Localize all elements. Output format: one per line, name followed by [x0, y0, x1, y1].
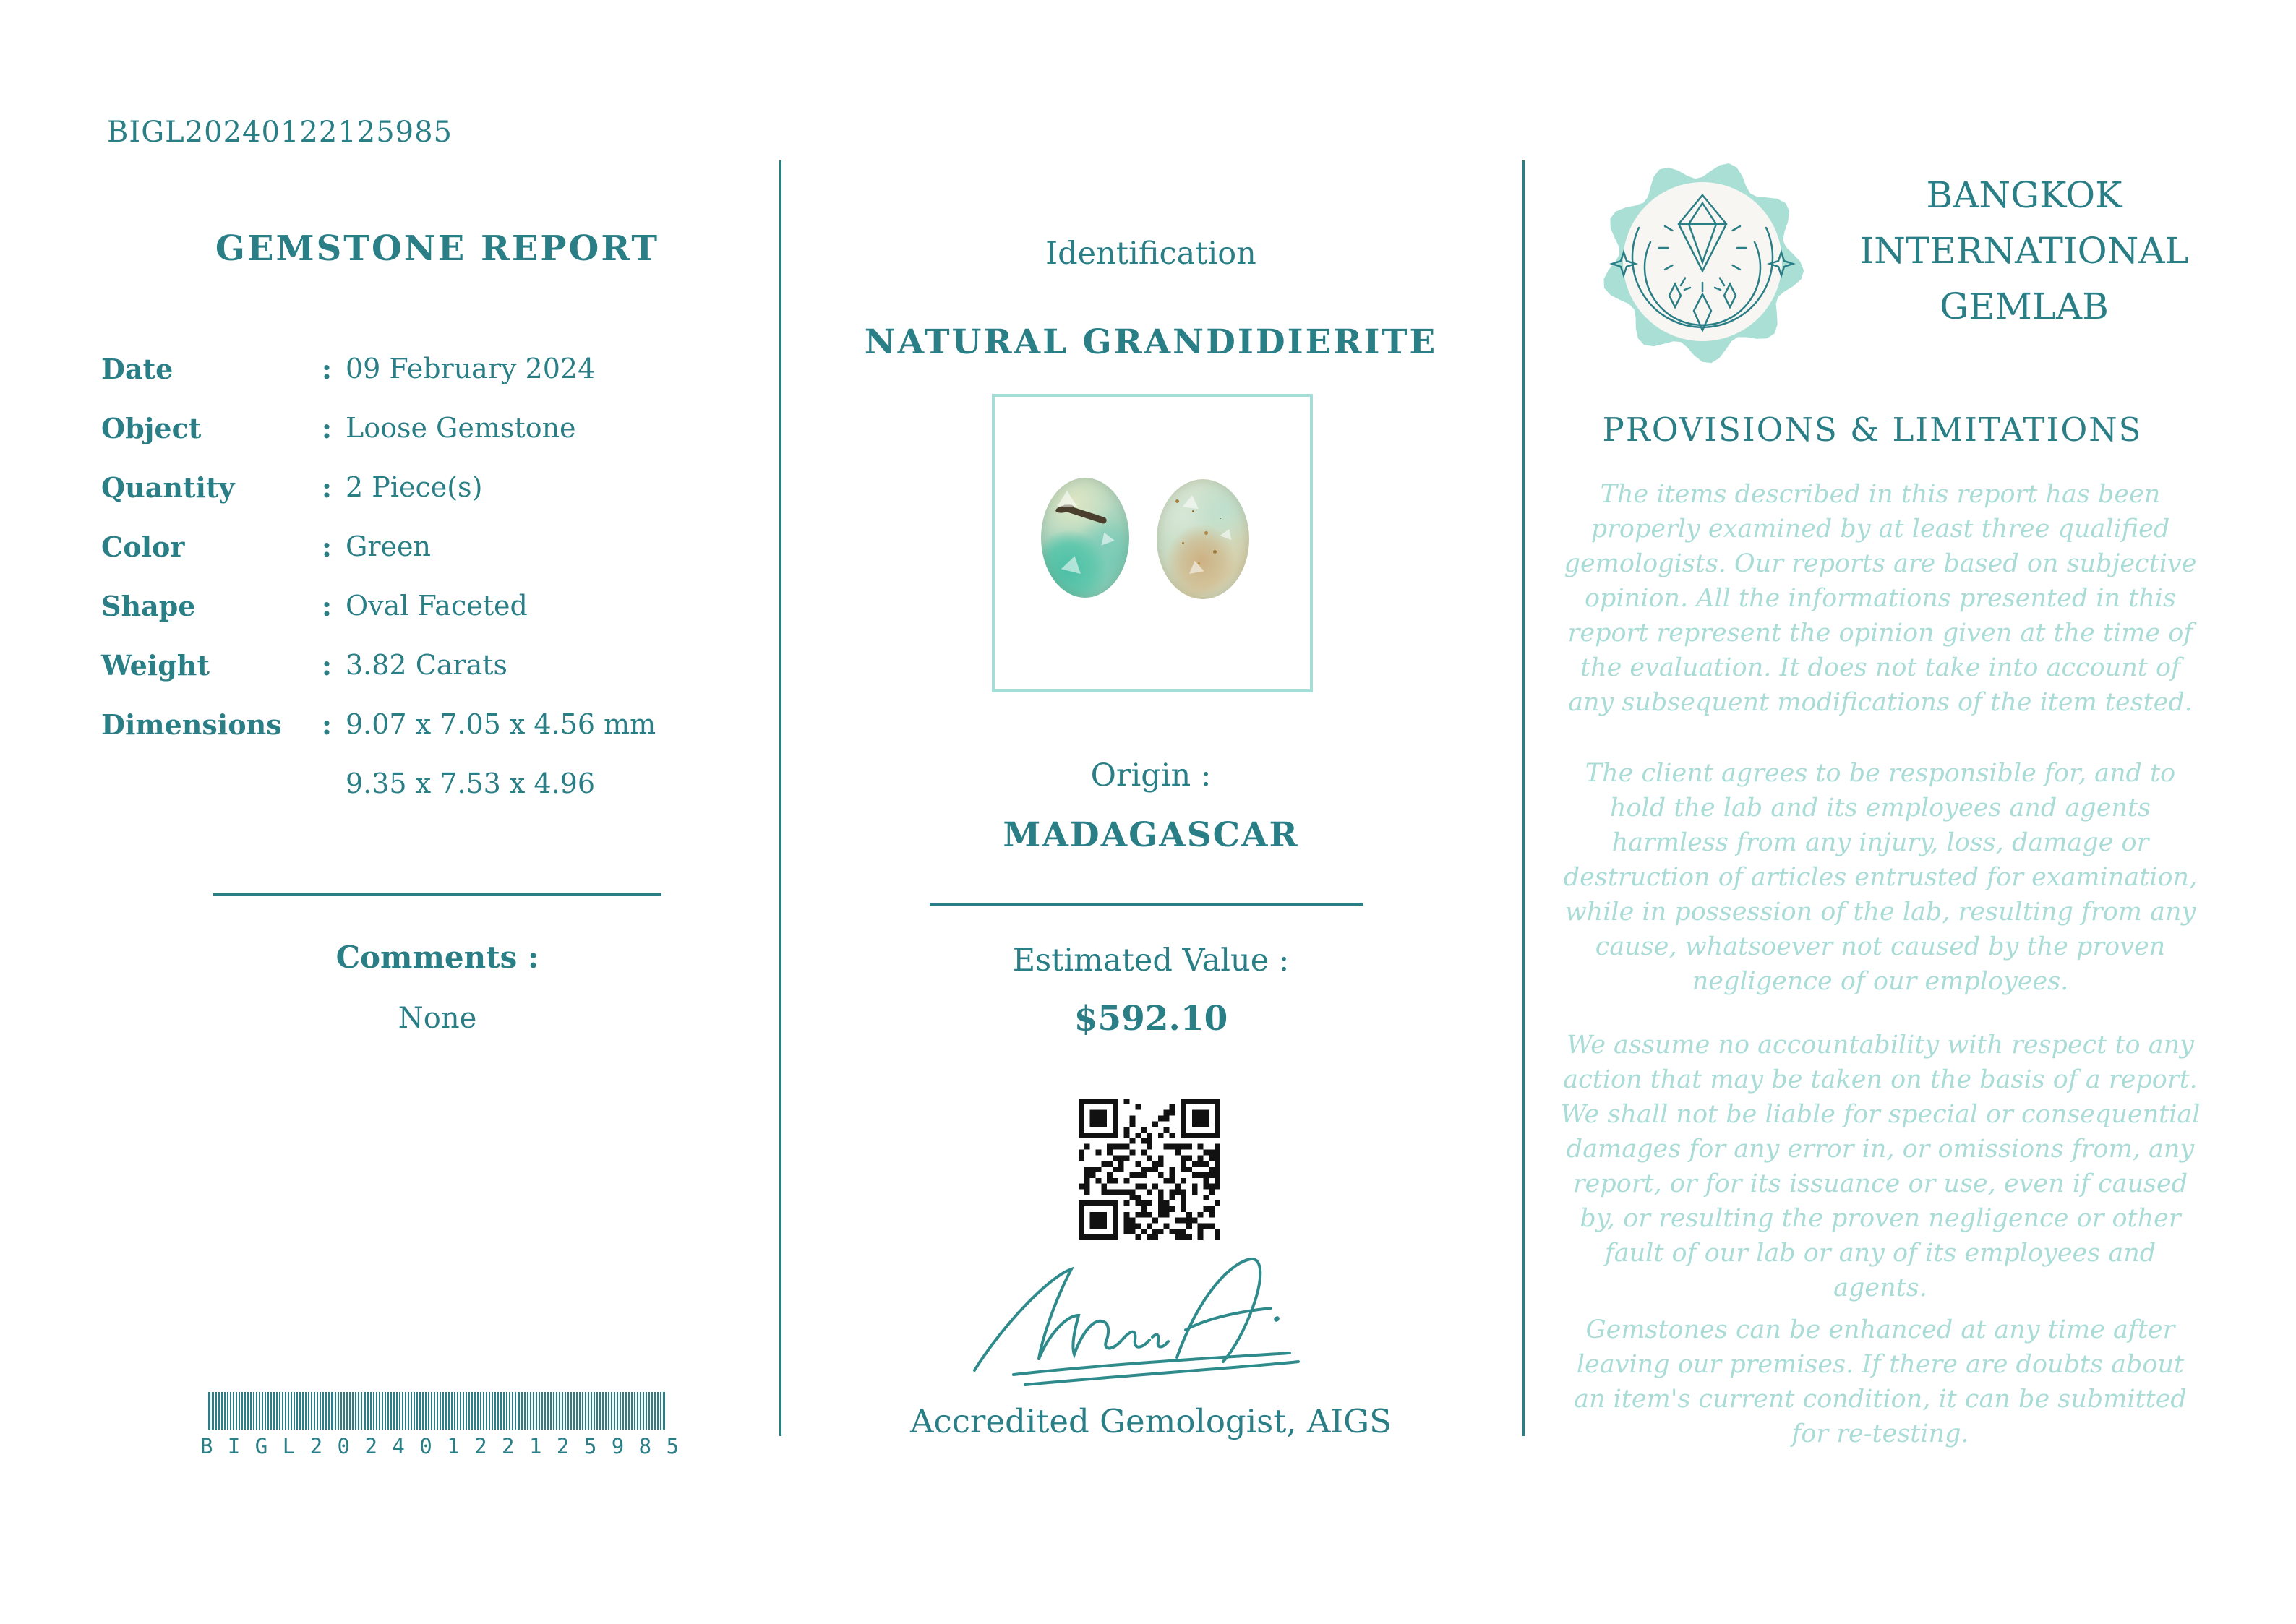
identification-result: NATURAL GRANDIDIERITE	[864, 322, 1438, 362]
facet-highlight	[1183, 494, 1201, 510]
lab-name-line3: GEMLAB	[1940, 285, 2109, 327]
comments-value: None	[398, 1002, 477, 1035]
signature-icon	[947, 1249, 1352, 1397]
gemstone-left	[1041, 478, 1129, 598]
report-number: BIGL20240122125985	[107, 116, 453, 149]
field-label: Object	[101, 412, 202, 444]
barcode	[208, 1392, 671, 1430]
field-colon: :	[322, 353, 333, 385]
field-value: 09 February 2024	[346, 353, 596, 384]
field-row-dimensions	[101, 708, 752, 752]
provision-paragraph: We assume no accountability with respect to any action that may be taken on the basis of a report. We shall not be liable for special or consequential damages for any error in, or omissions from, any report, or for its issuance or use, even if caused by, or resulting the proven negligence or other fault of our lab or any of its employees and agents.	[1560, 1031, 2201, 1302]
field-value: Loose Gemstone	[346, 412, 576, 444]
field-row-quantity	[101, 471, 752, 515]
qr-code	[1079, 1099, 1220, 1240]
estimated-value-amount: $592.10	[1074, 999, 1228, 1039]
field-colon: :	[322, 471, 333, 504]
comments-divider-line	[213, 893, 661, 896]
field-row-object	[101, 412, 752, 455]
gemologist-signature	[947, 1249, 1352, 1397]
field-value: 9.35 x 7.53 x 4.96	[346, 768, 596, 799]
lab-logo-icon	[1598, 155, 1807, 372]
field-row-date	[101, 353, 752, 396]
gemstone-right	[1157, 479, 1249, 599]
comments-label: Comments :	[335, 940, 539, 975]
origin-value: MADAGASCAR	[1003, 815, 1299, 855]
value-divider-line	[930, 903, 1363, 906]
field-row-color	[101, 530, 752, 574]
barcode-text: B I G L 2 0 2 4 0 1 2 2 1 2 5 9 8 5	[200, 1434, 680, 1458]
lab-name-line2: INTERNATIONAL	[1859, 230, 2189, 272]
field-colon: :	[322, 649, 333, 682]
field-colon: :	[322, 590, 333, 622]
field-row-dimensions-2	[101, 768, 752, 811]
field-label: Quantity	[101, 471, 235, 504]
column-divider-right	[1522, 160, 1525, 1436]
field-label: Shape	[101, 590, 196, 622]
identification-heading: Identification	[1045, 236, 1256, 272]
field-value: Oval Faceted	[346, 590, 528, 622]
field-value: 9.07 x 7.05 x 4.56 mm	[346, 708, 656, 740]
qr-code-icon	[1079, 1099, 1220, 1240]
inclusion-specks	[1175, 499, 1179, 503]
facet-highlight	[1187, 559, 1204, 574]
provision-paragraph: The client agrees to be responsible for, and to hold the lab and its employees and agents harmless from any injury, loss, damage or destruction of articles entrusted for examination, while in possession of the lab, resulting from any cause, whatsoever not caused by the proven negligence of our employees.	[1563, 759, 2198, 996]
facet-highlight	[1220, 527, 1235, 541]
estimated-value-label: Estimated Value :	[1012, 942, 1290, 979]
provision-paragraph: The items described in this report has been properly examined by at least three qualified gemologists. Our reports are based on subjective opinion. All the informations presented in this report represent the opinion given at the time of the evaluation. It does not take into account of any subsequent modifications of the item tested.	[1564, 480, 2197, 717]
lab-logo	[1598, 155, 1807, 372]
report-title: GEMSTONE REPORT	[215, 228, 660, 269]
facet-highlight	[1057, 491, 1077, 507]
facet-highlight	[1097, 530, 1115, 545]
field-label: Weight	[101, 649, 210, 682]
field-value: 2 Piece(s)	[346, 471, 483, 503]
facet-highlight	[1061, 554, 1084, 574]
lab-name-line1: BANGKOK	[1926, 174, 2122, 216]
origin-label: Origin :	[1090, 757, 1212, 794]
provision-paragraph: Gemstones can be enhanced at any time after leaving our premises. If there are doubts about an item's current condition, it can be submitted for re-testing.	[1574, 1315, 2187, 1448]
field-label: Color	[101, 530, 185, 563]
field-label: Dimensions	[101, 708, 282, 741]
field-value: 3.82 Carats	[346, 649, 508, 681]
field-colon: :	[322, 530, 333, 563]
field-row-shape	[101, 590, 752, 633]
provisions-heading: PROVISIONS & LIMITATIONS	[1602, 411, 2143, 449]
field-colon: :	[322, 412, 333, 444]
field-row-weight	[101, 649, 752, 692]
field-value: Green	[346, 530, 431, 562]
field-colon: :	[322, 708, 333, 741]
lab-name	[1806, 168, 2243, 335]
field-label: Date	[101, 353, 174, 385]
gemstone-photo	[992, 394, 1313, 692]
signer-title: Accredited Gemologist, AIGS	[910, 1402, 1392, 1440]
